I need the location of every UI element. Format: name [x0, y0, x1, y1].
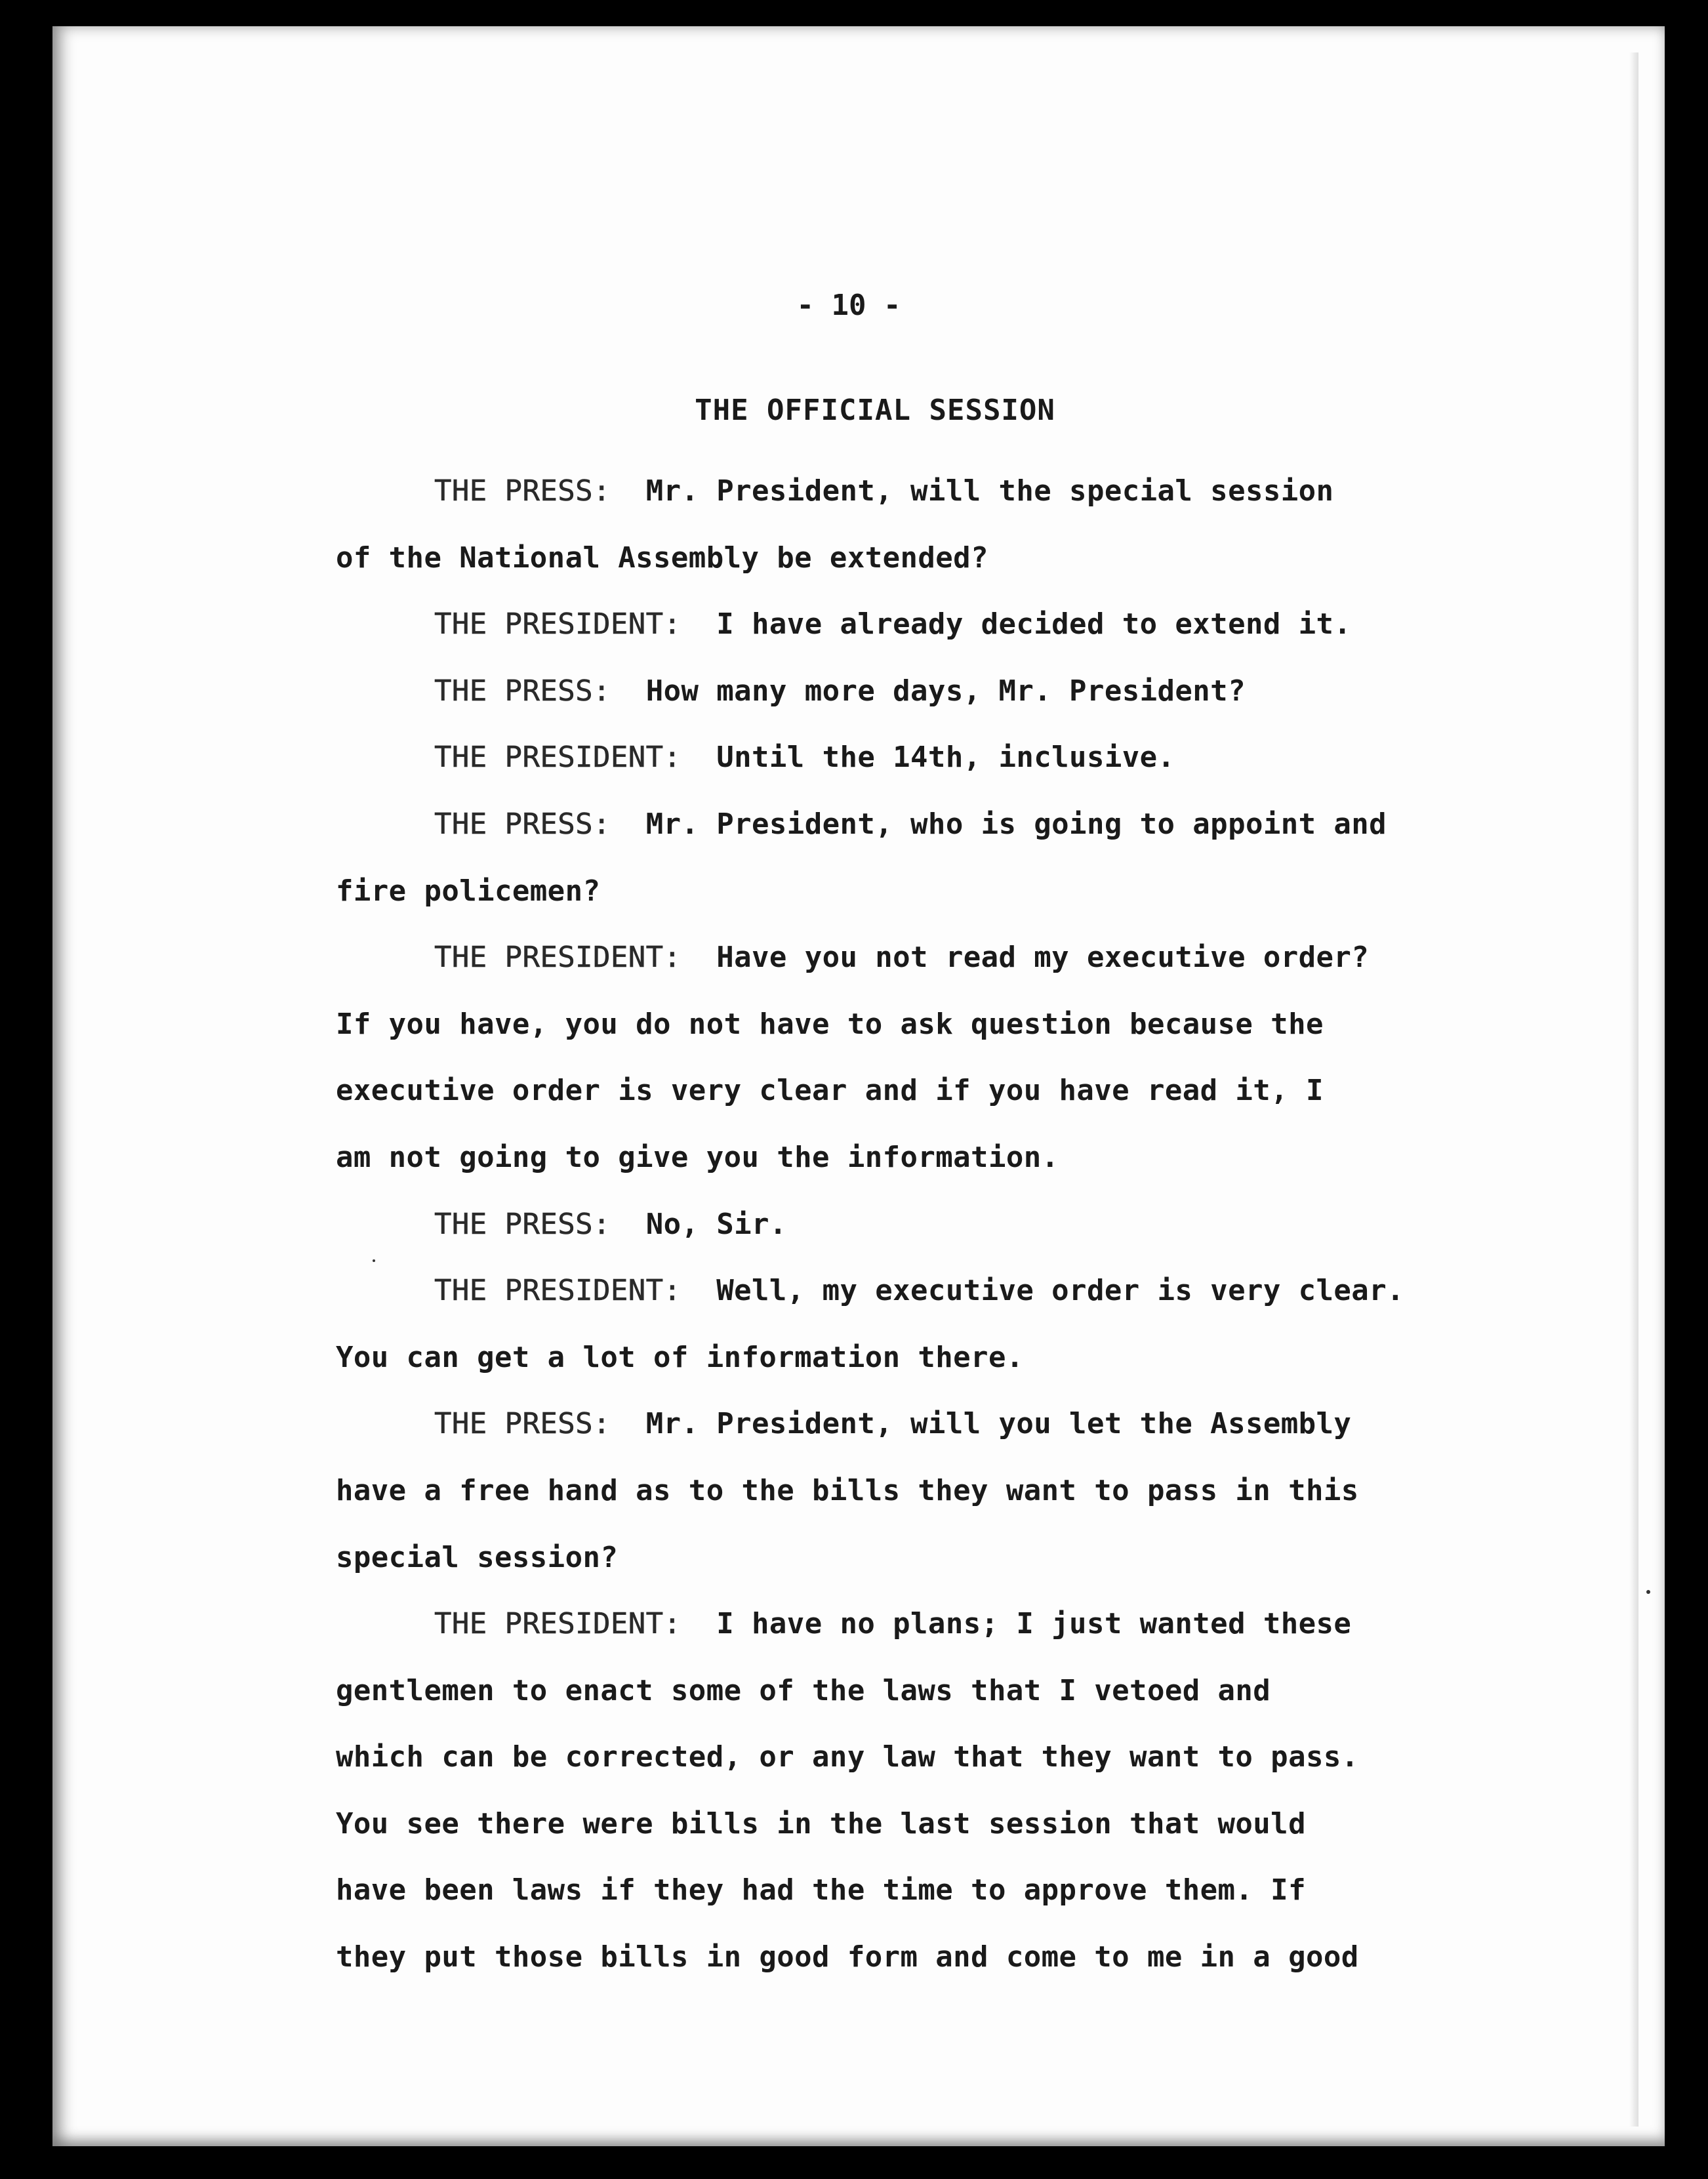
line-text: How many more days, Mr. President?	[645, 674, 1246, 708]
transcript-line	[336, 858, 1621, 925]
transcript-line	[336, 1391, 1621, 1457]
transcript-body	[336, 458, 1621, 1991]
line-text: You see there were bills in the last session that would	[336, 1806, 1306, 1841]
line-text: fire policemen?	[336, 874, 601, 908]
transcript-line	[336, 1057, 1621, 1124]
line-text: they put those bills in good form and come to me in a good	[336, 1940, 1359, 1974]
speaker-label: THE PRESS:	[434, 1407, 611, 1441]
transcript-line	[336, 1324, 1621, 1391]
ink-speck	[373, 1259, 375, 1262]
transcript-line	[336, 658, 1621, 725]
transcript-line	[336, 1658, 1621, 1724]
line-text: gentlemen to enact some of the laws that I vetoed and	[336, 1673, 1271, 1707]
ink-speck	[1646, 1590, 1650, 1594]
line-text: have been laws if they had the time to approve them. If	[336, 1873, 1306, 1907]
line-text: If you have, you do not have to ask question because the	[336, 1007, 1324, 1041]
line-text: Mr. President, will you let the Assembly	[645, 1407, 1352, 1441]
line-text: Mr. President, who is going to appoint and	[645, 807, 1387, 841]
transcript-line	[336, 1924, 1621, 1991]
line-text: Mr. President, will the special session	[645, 474, 1334, 508]
line-text: I have already decided to extend it.	[716, 607, 1352, 641]
transcript-line	[336, 1124, 1621, 1191]
line-text: executive order is very clear and if you have read it, I	[336, 1074, 1324, 1108]
line-text: You can get a lot of information there.	[336, 1340, 1024, 1374]
speaker-label: THE PRESIDENT:	[434, 941, 681, 975]
transcript-line	[336, 1857, 1621, 1924]
line-text: of the National Assembly be extended?	[336, 540, 988, 575]
line-text: Well, my executive order is very clear.	[716, 1274, 1404, 1308]
transcript-line	[336, 591, 1621, 658]
transcript-line	[336, 924, 1621, 991]
line-text: Until the 14th, inclusive.	[716, 741, 1175, 775]
page-title: THE OFFICIAL SESSION	[695, 394, 1055, 427]
transcript-line	[336, 458, 1621, 525]
document-page	[52, 26, 1665, 2146]
line-text: special session?	[336, 1540, 619, 1574]
transcript-line	[336, 1724, 1621, 1791]
transcript-line	[336, 1457, 1621, 1524]
speaker-label: THE PRESS:	[434, 807, 611, 841]
transcript-line	[336, 791, 1621, 858]
line-text: am not going to give you the information.	[336, 1140, 1059, 1174]
transcript-line	[336, 1524, 1621, 1591]
transcript-line	[336, 724, 1621, 791]
speaker-label: THE PRESIDENT:	[434, 1607, 681, 1641]
speaker-label: THE PRESIDENT:	[434, 607, 681, 641]
line-text: Have you not read my executive order?	[716, 941, 1370, 975]
page-number: - 10 -	[796, 289, 901, 322]
line-text: No, Sir.	[645, 1207, 787, 1241]
transcript-line	[336, 991, 1621, 1058]
speaker-label: THE PRESS:	[434, 1207, 611, 1241]
transcript-line	[336, 1791, 1621, 1858]
speaker-label: THE PRESIDENT:	[434, 1274, 681, 1308]
transcript-line	[336, 1591, 1621, 1658]
line-text: I have no plans; I just wanted these	[716, 1607, 1352, 1641]
speaker-label: THE PRESIDENT:	[434, 741, 681, 775]
speaker-label: THE PRESS:	[434, 674, 611, 708]
speaker-label: THE PRESS:	[434, 474, 611, 508]
line-text: which can be corrected, or any law that they want to pass.	[336, 1740, 1359, 1774]
transcript-line	[336, 1191, 1621, 1258]
line-text: have a free hand as to the bills they want to pass in this	[336, 1473, 1359, 1507]
transcript-line	[336, 1257, 1621, 1324]
transcript-line	[336, 525, 1621, 592]
